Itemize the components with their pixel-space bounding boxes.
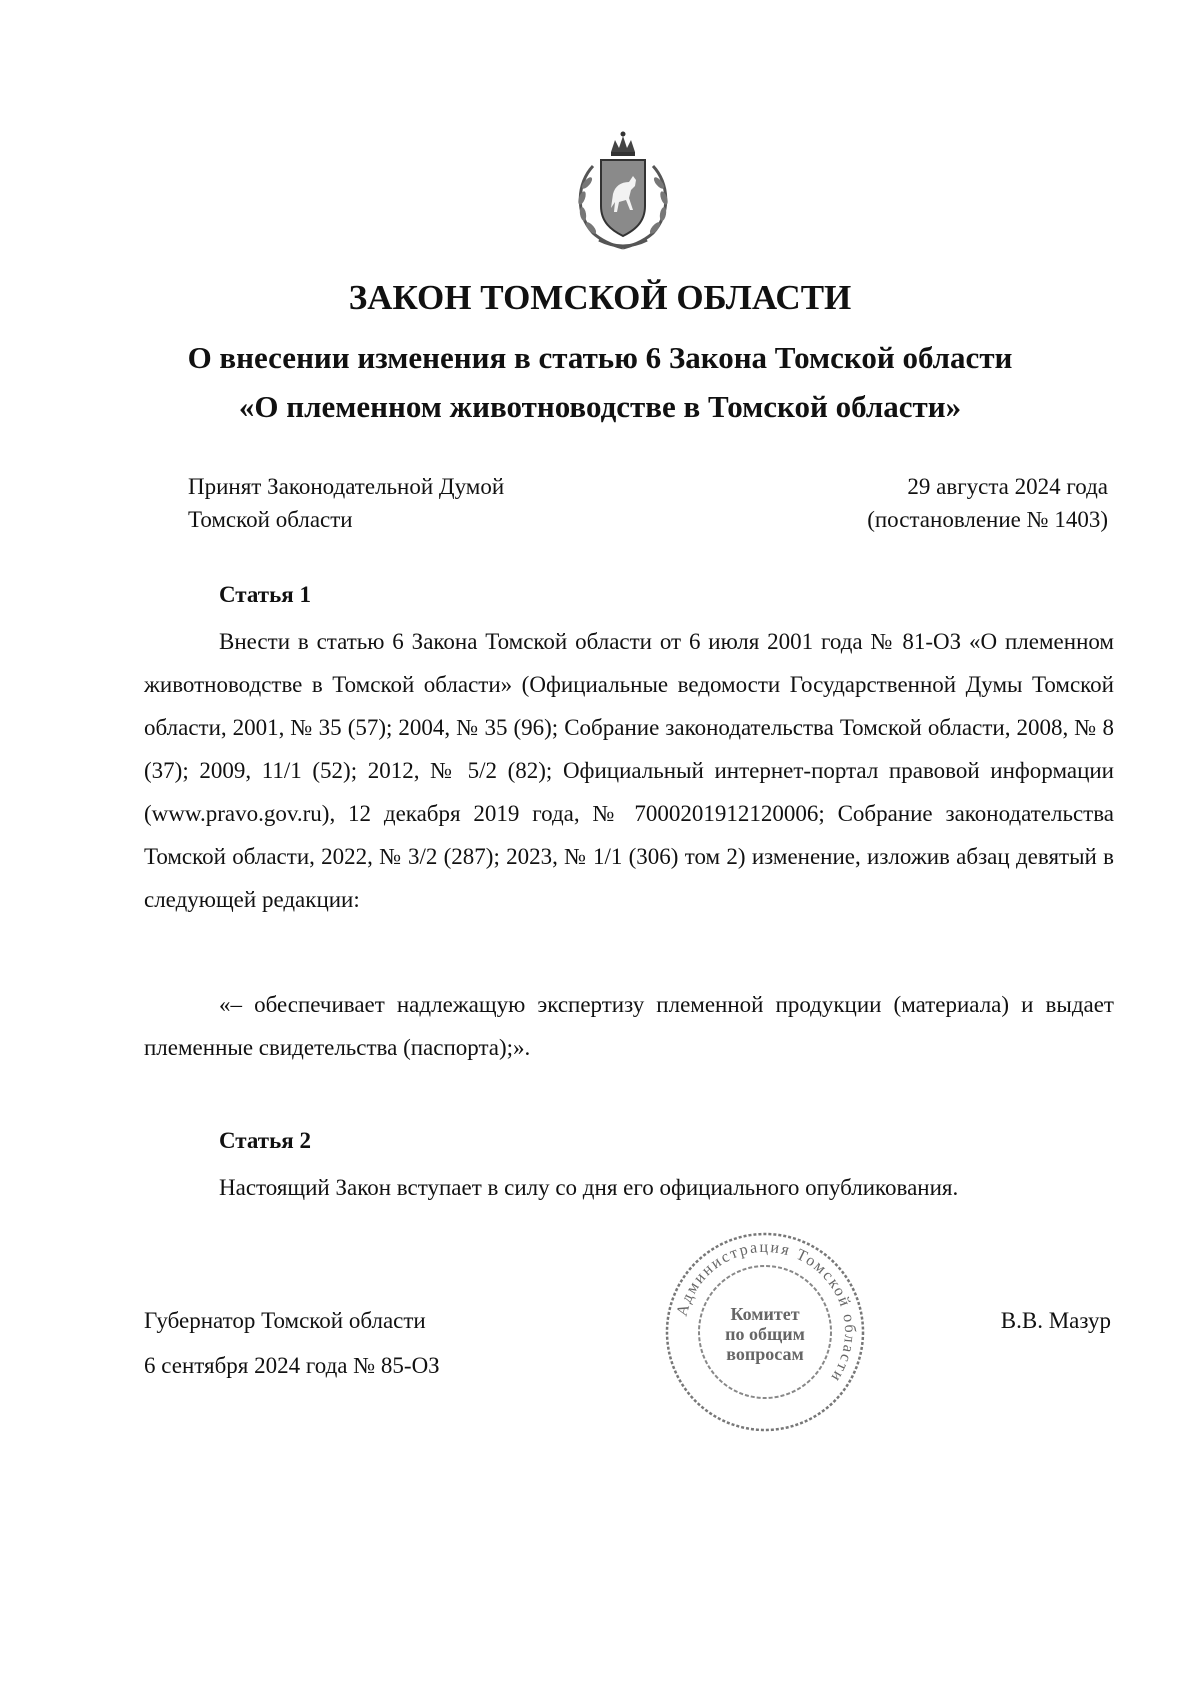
- article-1-quote: «– обеспечивает надлежащую экспертизу племенной продукции (материала) и выдает племенные свидетельства (паспорта);».: [144, 992, 1114, 1060]
- law-subtitle-line2: «О племенном животноводстве в Томской области»: [238, 389, 962, 424]
- article-1-heading: Статья 1: [219, 582, 311, 607]
- stamp-ring-text: Администрация Томской области: [673, 1238, 859, 1386]
- adoption-body-line2: Томской области: [188, 507, 353, 532]
- adoption-date: 29 августа 2024 года: [907, 474, 1108, 499]
- law-subtitle-line1: О внесении изменения в статью 6 Закона Томской области: [187, 340, 1013, 375]
- article-2-heading: Статья 2: [219, 1128, 311, 1153]
- stamp-center-line2: по общим: [725, 1324, 805, 1344]
- article-1-text: Внести в статью 6 Закона Томской области от 6 июля 2001 года № 81-ОЗ «О племенном животноводстве в Томской области» (Официальные ведомости Государственной Думы Томской области, 2001, № 35 (57); 2004, № 35 (96); Собрание законодательства Томской области, 2008, № 8 (37); 2009, 11/1 (52); 2012, № 5/2 (82); Официальный интернет-портал правовой информации (www.pravo.gov.ru), 12 декабря 2019 года, № 7000201912120006; Собрание законодательства Томской области, 2022, № 3/2 (287); 2023, № 1/1 (306) том 2) изменение, изложив абзац девятый в следующей редакции:: [144, 629, 1114, 912]
- law-title: ЗАКОН ТОМСКОЙ ОБЛАСТИ: [348, 278, 852, 317]
- signatory-position: Губернатор Томской области: [144, 1308, 426, 1333]
- adoption-date-block: [867, 470, 1108, 536]
- stamp-center-line1: Комитет: [730, 1304, 800, 1324]
- adoption-resolution: (постановление № 1403): [867, 507, 1108, 532]
- signatory-name: В.В. Мазур: [1000, 1308, 1111, 1333]
- stamp-center-line3: вопросам: [726, 1344, 804, 1364]
- signature-block: [144, 1298, 440, 1388]
- law-date-number: 6 сентября 2024 года № 85-ОЗ: [144, 1353, 440, 1378]
- adoption-body-line1: Принят Законодательной Думой: [188, 474, 505, 499]
- official-stamp: [663, 1226, 867, 1438]
- coat-of-arms-icon: [559, 128, 687, 256]
- adoption-body: [188, 470, 504, 536]
- article-2-text: Настоящий Закон вступает в силу со дня его официального опубликования.: [219, 1175, 959, 1200]
